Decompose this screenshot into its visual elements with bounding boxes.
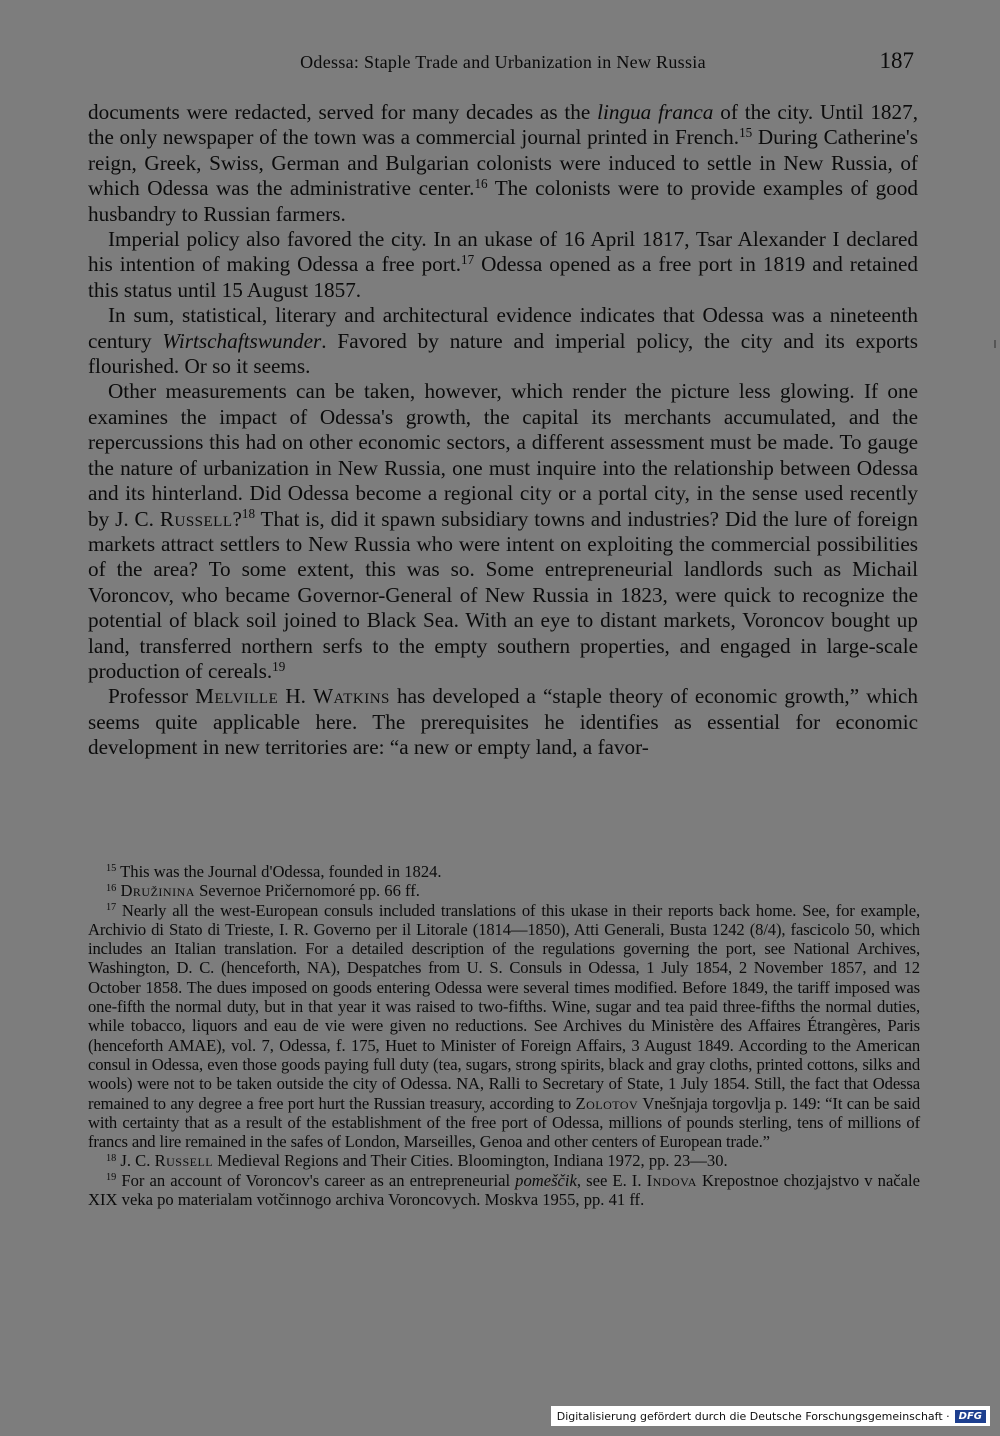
footnote-15	[88, 862, 920, 881]
footnote-ref: 17	[461, 252, 475, 268]
paragraph-1	[88, 100, 918, 227]
page-number: 187	[879, 48, 914, 73]
text-run: has developed a “staple theory of economic growth,” which seems quite applicable here. The prerequisites he identifies as essential for economic development in new territories are: “a new or empty land, a favor-	[88, 684, 918, 760]
footnote-text: , see E. I.	[576, 1170, 647, 1190]
author-name: Družinina	[120, 881, 195, 901]
footnote-ref: 16	[474, 176, 488, 191]
author-name: Watkins	[313, 684, 390, 709]
text-run: Other measurements can be taken, however, which render the picture less glowing. If one examines the impact of Odessa's growth, the capital its merchants accumulated, and the repercussions this had on other economic sectors, a different assessment must be made. To gauge the nature of urbanization in New Russia, one must inquire into the relationship between Odessa and its hinterland. Did Odessa become a regional city or a portal city, in the sense used recently by J. C.	[88, 379, 918, 531]
body-text	[88, 100, 918, 761]
digitization-credit	[551, 1406, 990, 1426]
credit-text: Digitalisierung gefördert durch die Deutsche Forschungsgemeinschaft ·	[556, 1409, 950, 1423]
italic-term: lingua franca	[597, 100, 714, 124]
footnote-19	[88, 1171, 920, 1210]
text-run: Imperial policy also favored the city. In an ukase of 16 April 1817, Tsar Alexander I declared his intention of making Odessa a free port.	[88, 227, 918, 277]
footnote-ref: 18	[241, 506, 256, 522]
text-run: documents were redacted, served for many decades as the	[88, 100, 598, 124]
paragraph-5	[88, 684, 918, 760]
text-run: . Favored by nature and imperial policy, the city and its exports flourished. Or so it seems.	[88, 328, 918, 379]
footnote-number: 17	[106, 901, 117, 913]
footnote-number: 19	[106, 1172, 117, 1184]
text-run: H.	[278, 684, 314, 709]
footnote-text: For an account of Voroncov's career as an entrepreneurial	[116, 1170, 516, 1190]
footnote-number: 15	[106, 863, 117, 875]
footnote-17	[88, 901, 920, 1152]
footnote-text: Krepostnoe chozjajstvo v načale XIX veka po materialam votčinnogo archiva Voroncovych. Moskva 1955, pp. 41 ff.	[88, 1170, 921, 1210]
text-run: The colonists were to provide examples of good husbandry to Russian farmers.	[88, 176, 919, 226]
footnote-text: This was the Journal d'Odessa, founded in 1824.	[116, 862, 442, 881]
text-run: That is, did it spawn subsidiary towns and industries? Did the lure of foreign markets attract settlers to New Russia who were intent on exploiting the commercial possibilities of the area? To some extent, this was so. Some entrepreneurial landlords such as Michail Voroncov, who became Governor-General of New Russia in 1823, were quick to recognize the potential of black soil joined to Black Sea. With an eye to distant markets, Voroncov bought up land, transferred northern serfs to the empty southern properties, and engaged in large-scale production of cereals.	[88, 506, 918, 683]
author-name: Zolotov	[575, 1093, 639, 1113]
text-run: During Catherine's reign, Greek, Swiss, German and Bulgarian colonists were induced to settle in New Russia, of which Odessa was the administrative center.	[88, 125, 918, 201]
paragraph-4	[88, 379, 918, 684]
footnote-text: Nearly all the west-European consuls included translations of this ukase in their reports back home. See, for example, Archivio di Stato di Trieste, I. R. Governo per il Litorale (1814—1850), Atti Generali, Busta 1242 (8/4), fascicolo 50, which includes an Italian translation. For a detailed description of the regulations governing the port, see National Archives, Washington, D. C. (henceforth, NA), Despatches from U. S. Consuls in Odessa, 1 July 1854, 2 November 1857, and 12 October 1858. The dues imposed on goods entering Odessa were several times modified. Before 1849, the tariff imposed was one-fifth the normal duty, but in that year it was raised to two-fifths. Wine, sugar and tea paid three-fifths the normal duties, while tobacco, liquors and eau de vie were given no reductions. See Archives du Ministère des Affaires Étrangères, Paris (henceforth AMAE), vol. 7, Odessa, f. 175, Huet to Minister of Foreign Affairs, 3 August 1849. According to the American consul in Odessa, even those goods paying full duty (tea, sugars, strong spirits, black and gray cloths, printed cottons, silks and wools) were not to be taken outside the city of Odessa. NA, Ralli to Secretary of State, 1 July 1854. Still, the fact that Odessa remained to any degree a free port hurt the Russian treasury, according to	[88, 900, 920, 1113]
running-head	[88, 50, 918, 80]
author-name: Russell	[159, 506, 233, 531]
text-run: Professor	[108, 684, 196, 709]
footnote-16	[88, 881, 920, 900]
paragraph-3	[88, 303, 918, 379]
footnote-ref: 15	[739, 125, 753, 141]
dfg-logo-icon: DFG	[955, 1410, 986, 1423]
italic-term: Wirtschaftswunder	[162, 328, 322, 353]
text-run: Odessa opened as a free port in 1819 and retained this status until 15 August 1857.	[88, 252, 918, 302]
footnote-text: Severnoe Pričernomoré pp. 66 ff.	[194, 881, 420, 901]
scan-artifact	[994, 340, 996, 348]
footnote-18	[88, 1151, 920, 1170]
text-run: of the city. Until 1827, the only newspaper of the town was a commercial journal printed in French.	[88, 100, 918, 150]
author-name: Melville	[195, 684, 279, 709]
footnote-text: Vnešnjaja torgovlja p. 149: “It can be said with certainty that as a result of the establishment of the free port of Odessa, millions of pounds sterling, tens of millions of francs and lire remained in the safes of London, Marseilles, Genoa and other centers of European trade.”	[88, 1093, 921, 1152]
text-run: ?	[232, 506, 242, 531]
running-title: Odessa: Staple Trade and Urbanization in New Russia	[300, 52, 706, 72]
author-name: Indova	[646, 1170, 697, 1190]
footnote-ref: 19	[272, 658, 286, 674]
footnotes	[88, 862, 920, 1209]
paragraph-2	[88, 227, 918, 303]
italic-term: pomeščik	[515, 1170, 577, 1190]
footnote-number: 18	[106, 1152, 117, 1164]
author-name: Russell	[154, 1151, 214, 1171]
text-run: In sum, statistical, literary and architectural evidence indicates that Odessa was a nineteenth century	[88, 303, 918, 353]
footnote-text: Medieval Regions and Their Cities. Bloomington, Indiana 1972, pp. 23—30.	[213, 1151, 728, 1171]
footnote-number: 16	[106, 882, 117, 894]
footnote-text: J. C.	[116, 1151, 155, 1171]
